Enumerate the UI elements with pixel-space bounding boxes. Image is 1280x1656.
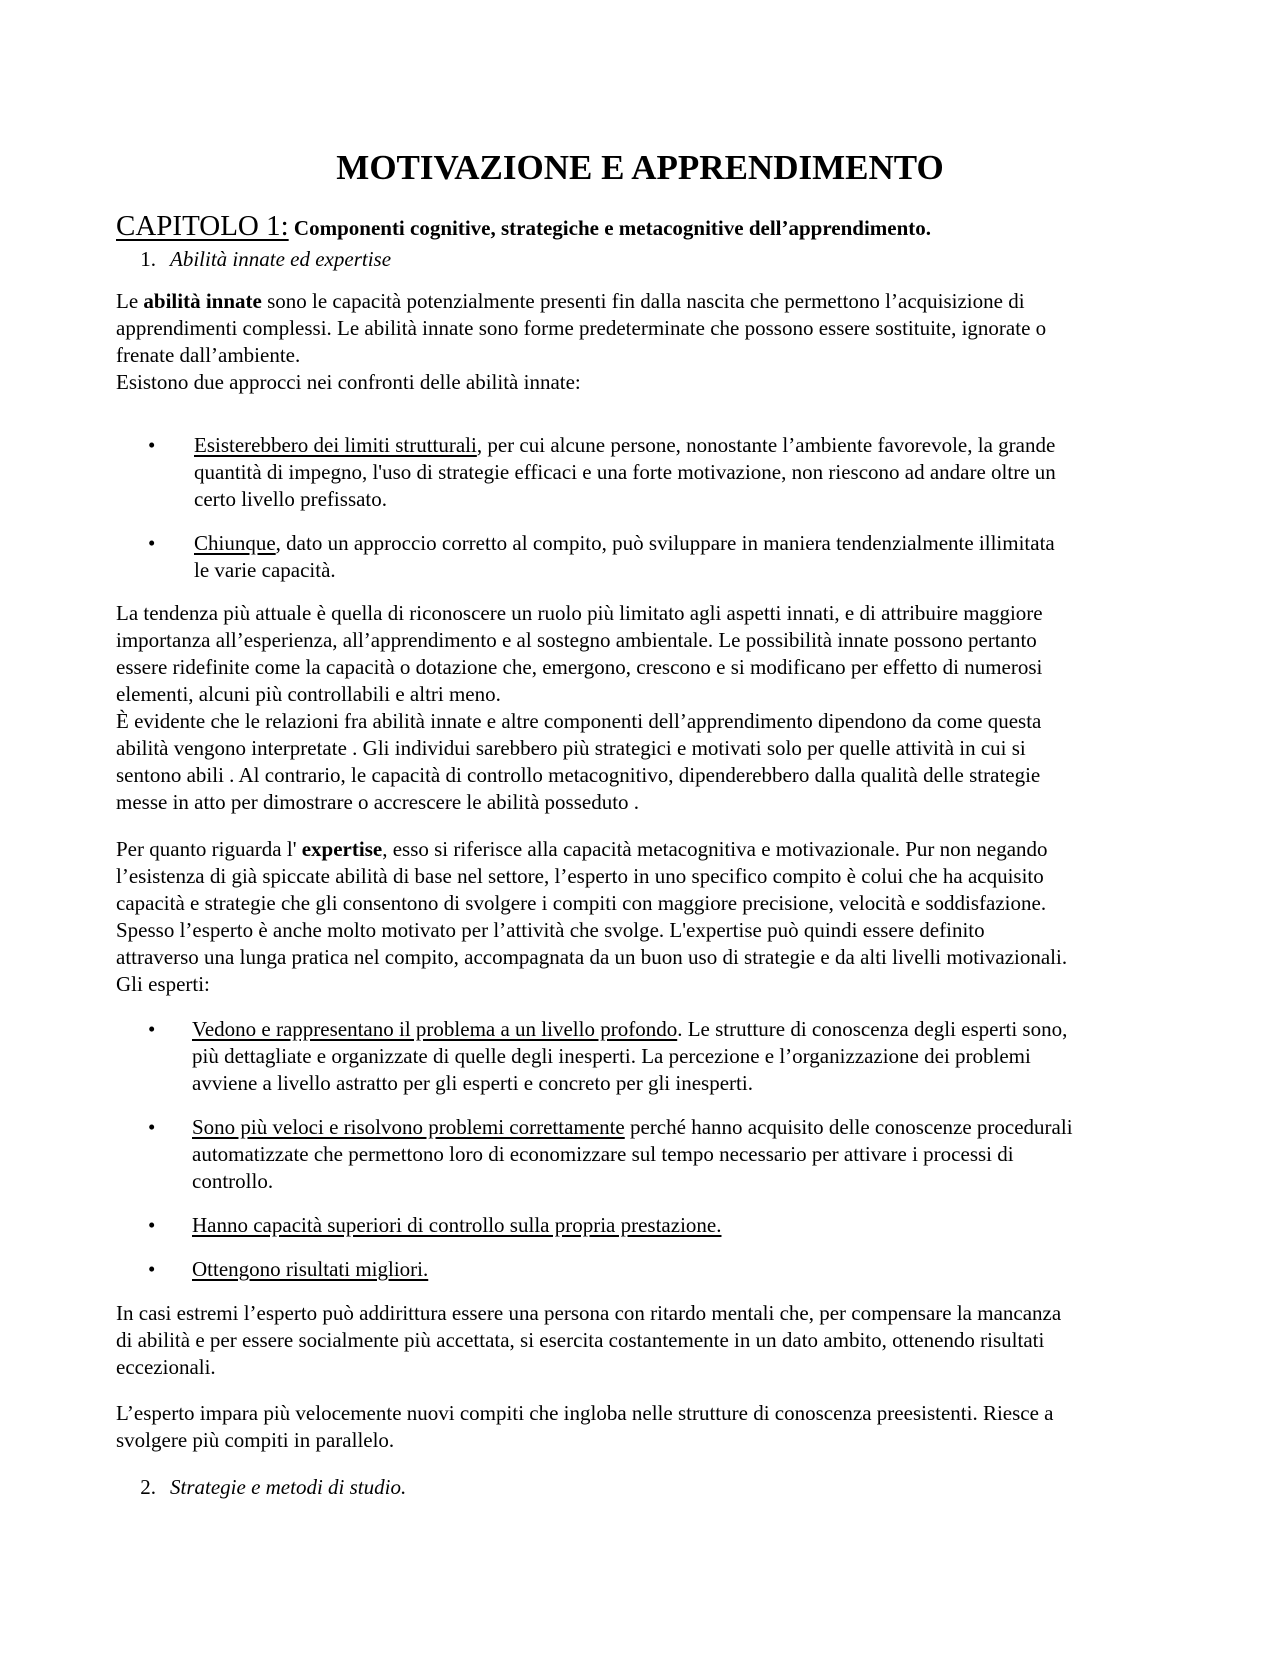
bullet-icon: • <box>148 531 156 555</box>
underlined-text: Chiunque <box>194 531 276 555</box>
underlined-text: Vedono e rappresentano il problema a un livello profondo <box>192 1017 678 1041</box>
list-item-line <box>192 1256 1168 1283</box>
paragraph-line: In casi estremi l’esperto può addirittura essere una persona con ritardo mentali che, per compensare la mancanza <box>116 1301 1062 1325</box>
chapter-label: CAPITOLO 1: <box>116 210 289 242</box>
list-item-line: automatizzate che permettono loro di economizzare sul tempo necessario per attivare i processi di <box>192 1142 1014 1166</box>
paragraph-line: svolgere più compiti in parallelo. <box>116 1428 395 1452</box>
paragraph-line: capacità e strategie che gli consentono di svolgere i compiti con maggiore precisione, velocità e soddisfazione. <box>116 891 1047 915</box>
bold-term: abilità innate <box>143 289 262 313</box>
paragraph-line: abilità vengono interpretate . Gli individui sarebbero più strategici e motivati solo per quelle attività in cui si <box>116 736 1026 760</box>
section-title: Abilità innate ed expertise <box>170 247 392 271</box>
paragraph-line: essere ridefinite come la capacità o dotazione che, emergono, crescono e si modificano per effetto di numerosi <box>116 655 1043 679</box>
paragraph-line: È evidente che le relazioni fra abilità innate e altre componenti dell’apprendimento dipendono da come questa <box>116 709 1042 733</box>
section-number: 1. <box>140 247 156 271</box>
section-heading-1 <box>116 246 1176 273</box>
underlined-text: Sono più veloci e risolvono problemi correttamente <box>192 1115 625 1139</box>
list-item-line <box>192 1212 1168 1239</box>
paragraph-line: apprendimenti complessi. Le abilità innate sono forme predeterminate che possono essere sostituite, ignorate o <box>116 316 1047 340</box>
bullet-icon: • <box>148 1017 156 1041</box>
section-heading-2 <box>116 1474 1176 1501</box>
section-number: 2. <box>140 1475 156 1499</box>
paragraph-line: attraverso una lunga pratica nel compito, accompagnata da un buon uso di strategie e da alti livelli motivazionali. <box>116 945 1068 969</box>
paragraph-tendenza <box>116 600 1176 816</box>
list-item-line: Vedono e rappresentano il problema a un livello profondo. Le strutture di conoscenza degli esperti sono, <box>192 1017 1068 1041</box>
underlined-text: Hanno capacità superiori di controllo sulla propria prestazione. <box>192 1213 722 1237</box>
bullet-icon: • <box>148 1213 156 1237</box>
bold-term: expertise <box>301 837 383 861</box>
paragraph-esperto-impara <box>116 1400 1176 1454</box>
paragraph-line: Esistono due approcci nei confronti delle abilità innate: <box>116 370 581 394</box>
section-title: Strategie e metodi di studio. <box>170 1475 407 1499</box>
paragraph-line: Spesso l’esperto è anche molto motivato per l’attività che svolge. L'expertise può quindi essere definito <box>116 918 985 942</box>
chapter-heading <box>116 208 1216 246</box>
bullet-icon: • <box>148 1115 156 1139</box>
paragraph-line: di abilità e per essere socialmente più accettata, si esercita costantemente in un dato ambito, ottenendo risultati <box>116 1328 1045 1352</box>
list-item-line: controllo. <box>192 1169 274 1193</box>
list-item-line: certo livello prefissato. <box>194 487 388 511</box>
paragraph-line: l’esistenza di già spiccate abilità di base nel settore, l’esperto in uno specifico compito è colui che ha acquisito <box>116 864 1044 888</box>
list-item-line: Chiunque, dato un approccio corretto al compito, può sviluppare in maniera tendenzialmente illimitata <box>194 531 1055 555</box>
bullet-icon: • <box>148 433 156 457</box>
paragraph-abilita-innate <box>116 288 1176 396</box>
chapter-subtitle: Componenti cognitive, strategiche e metacognitive dell’apprendimento. <box>293 216 932 240</box>
list-item-line: avviene a livello astratto per gli esperti e concreto per gli inesperti. <box>192 1071 753 1095</box>
paragraph-line: frenate dall’ambiente. <box>116 343 301 367</box>
paragraph-line: La tendenza più attuale è quella di riconoscere un ruolo più limitato agli aspetti innati, e di attribuire maggiore <box>116 601 1043 625</box>
paragraph-line: L’esperto impara più velocemente nuovi compiti che ingloba nelle strutture di conoscenza preesistenti. Riesce a <box>116 1401 1054 1425</box>
paragraph-line: importanza all’esperienza, all’apprendimento e al sostegno ambientale. Le possibilità innate possono pertanto <box>116 628 1037 652</box>
list-item-line: più dettagliate e organizzate di quelle degli inesperti. La percezione e l’organizzazione dei problemi <box>192 1044 1031 1068</box>
list-item-line: quantità di impegno, l'uso di strategie efficaci e una forte motivazione, non riescono ad andare oltre un <box>194 460 1056 484</box>
list-item-line: Esisterebbero dei limiti strutturali, per cui alcune persone, nonostante l’ambiente favorevole, la grande <box>194 433 1056 457</box>
paragraph-line: Per quanto riguarda l' expertise, esso si riferisce alla capacità metacognitiva e motivazionale. Pur non negando <box>116 837 1048 861</box>
underlined-text: Esisterebbero dei limiti strutturali <box>194 433 477 457</box>
paragraph-casi-estremi <box>116 1300 1176 1381</box>
bullet-icon: • <box>148 1257 156 1281</box>
paragraph-line: Gli esperti: <box>116 972 210 996</box>
paragraph-expertise <box>116 836 1176 998</box>
underlined-text: Ottengono risultati migliori. <box>192 1257 429 1281</box>
paragraph-line: messe in atto per dimostrare o accrescere le abilità posseduto . <box>116 790 640 814</box>
paragraph-line: elementi, alcuni più controllabili e altri meno. <box>116 682 501 706</box>
list-item-line: le varie capacità. <box>194 558 336 582</box>
list-item-line: Sono più veloci e risolvono problemi correttamente perché hanno acquisito delle conoscenze procedurali <box>192 1115 1073 1139</box>
paragraph-line: Le abilità innate sono le capacità potenzialmente presenti fin dalla nascita che permettono l’acquisizione di <box>116 289 1025 313</box>
paragraph-line: sentono abili . Al contrario, le capacità di controllo metacognitivo, dipenderebbero dalla qualità delle strategie <box>116 763 1041 787</box>
document-title: MOTIVAZIONE E APPRENDIMENTO <box>336 148 944 187</box>
paragraph-line: eccezionali. <box>116 1355 216 1379</box>
